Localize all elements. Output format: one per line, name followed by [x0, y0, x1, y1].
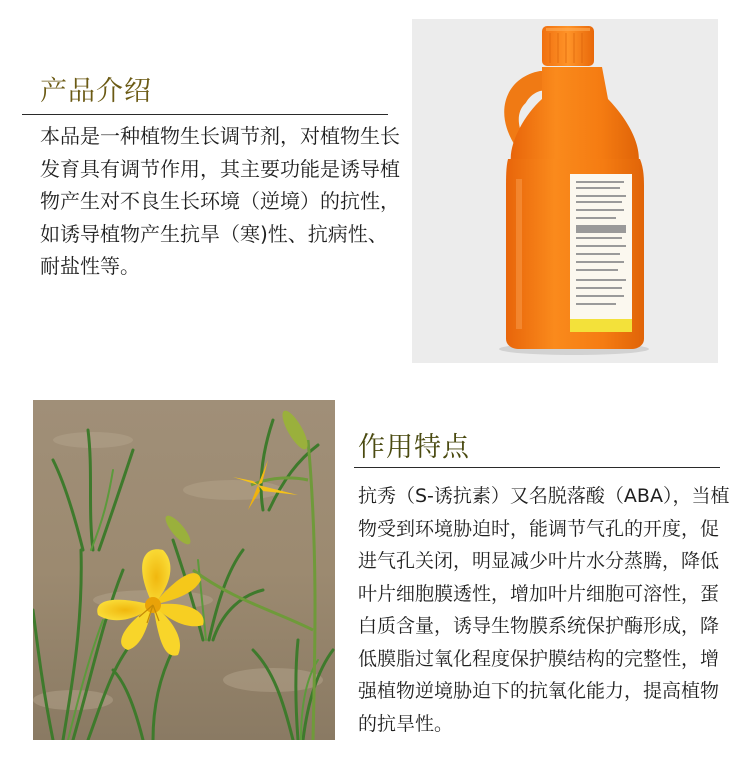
bottle-illustration [412, 19, 718, 363]
flower-illustration [33, 400, 335, 740]
intro-title: 产品介绍 [40, 76, 152, 107]
intro-text: 本品是一种植物生长调节剂，对植物生长发育具有调节作用，其主要功能是诱导植物产生对不良生长环境（逆境）的抗性，如诱导植物产生抗旱（寒)性、抗病性、耐盐性等。 [40, 124, 400, 278]
features-text: 抗秀（S-诱抗素）又名脱落酸（ABA），当植物受到环境胁迫时，能调节气孔的开度，促进气孔关闭，明显减少叶片水分蒸腾，降低叶片细胞膜透性，增加叶片细胞可溶性，蛋白质含量，诱导生物膜系统保护酶形成，降低膜脂过氧化程度保护膜结构的完整性，增强植物逆境胁迫下的抗氧化能力，提高植物的抗旱性。 [358, 485, 730, 735]
product-bottle-image [412, 19, 718, 363]
daylily-photo [33, 400, 335, 740]
features-divider [354, 467, 720, 468]
features-title: 作用特点 [358, 432, 470, 463]
intro-divider [22, 114, 388, 115]
